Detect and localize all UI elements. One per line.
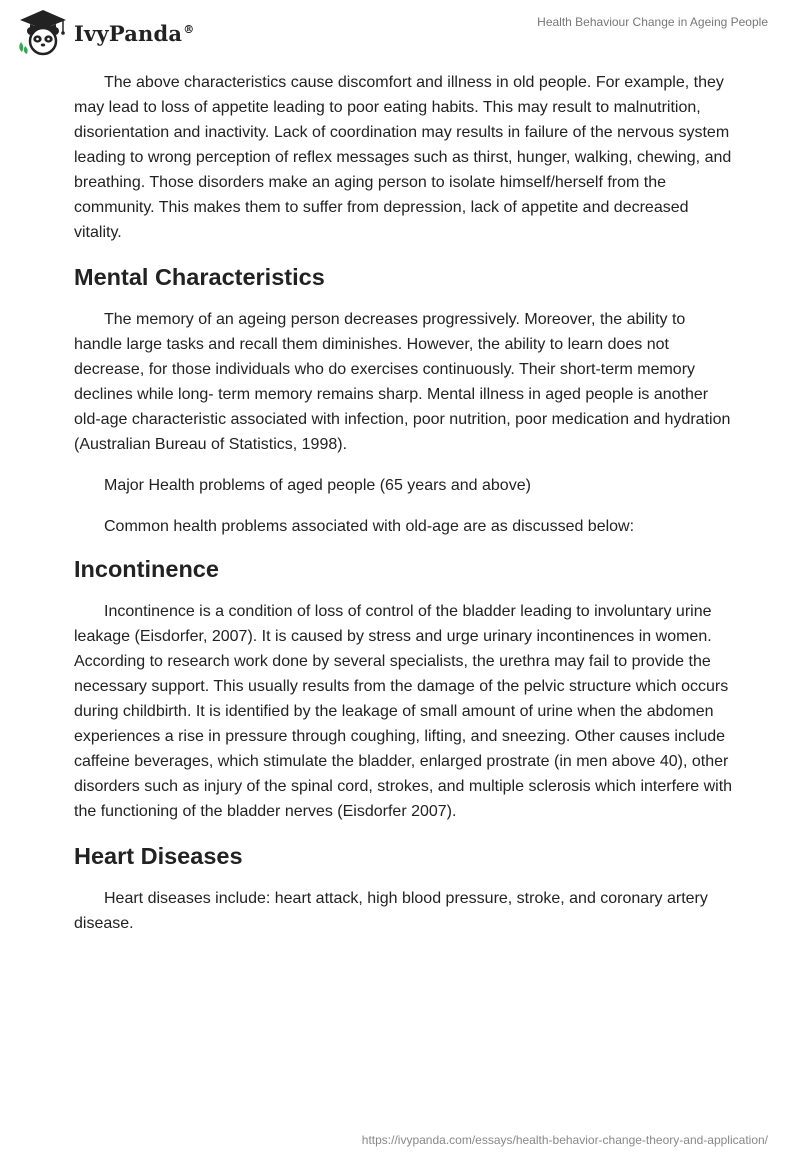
paragraph: The above characteristics cause discomfort and illness in old people. For example, they may lead to loss of appetite leading to poor eating habits. This may result to malnutrition, disorientation and inactivity. Lack of coordination may results in failure of the nervous system leading to wrong perception of reflex messages such as thirst, hunger, walking, chewing, and breathing. Those disorders make an aging person to isolate himself/herself from the community. This makes them to suffer from depression, lack of appetite and decreased vitality. [74,74,732,241]
paragraph: Incontinence is a condition of loss of control of the bladder leading to involuntary urine leakage (Eisdorfer, 2007). It is caused by stress and urge urinary incontinences in women. According to research work done by several specialists, the urethra may fail to provide the necessary support. This usually results from the damage of the pelvic structure which occurs during childbirth. It is identified by the leakage of small amount of urine when the abdomen experiences a rise in pressure through coughing, lifting, and sneezing. Other causes include caffeine beverages, which stimulate the bladder, enlarged prostrate (in men above 40), other disorders such as injury of the spinal cord, strokes, and multiple sclerosis which interfere with the functioning of the bladder nerves (Eisdorfer 2007). [74,603,733,820]
heading-heart-diseases: Heart Diseases [74,843,243,869]
heading-mental-characteristics: Mental Characteristics [74,264,325,290]
paragraph: Common health problems associated with old-age are as discussed below: [104,518,635,535]
ivypanda-logo[interactable] [16,8,194,56]
panda-logo-icon [16,8,70,56]
document-title: Health Behaviour Change in Ageing People [537,15,768,29]
essay-content [74,70,734,950]
paragraph: Heart diseases include: heart attack, high blood pressure, stroke, and coronary artery disease. [74,890,708,932]
paragraph: The memory of an ageing person decreases progressively. Moreover, the ability to handle large tasks and recall them diminishes. However, the ability to learn does not decrease, for those individuals who do exercises continuously. Their short-term memory declines while long- term memory remains sharp. Mental illness in aged people is another old-age characteristic associated with infection, poor nutrition, poor medication and hydration (Australian Bureau of Statistics, 1998). [74,311,731,453]
source-url-link[interactable]: https://ivypanda.com/essays/health-behavior-change-theory-and-application/ [361,1133,768,1147]
page-header [0,0,800,60]
heading-incontinence: Incontinence [74,556,219,582]
paragraph: Major Health problems of aged people (65 years and above) [104,477,531,494]
logo-wordmark: IvyPanda® [74,20,195,46]
